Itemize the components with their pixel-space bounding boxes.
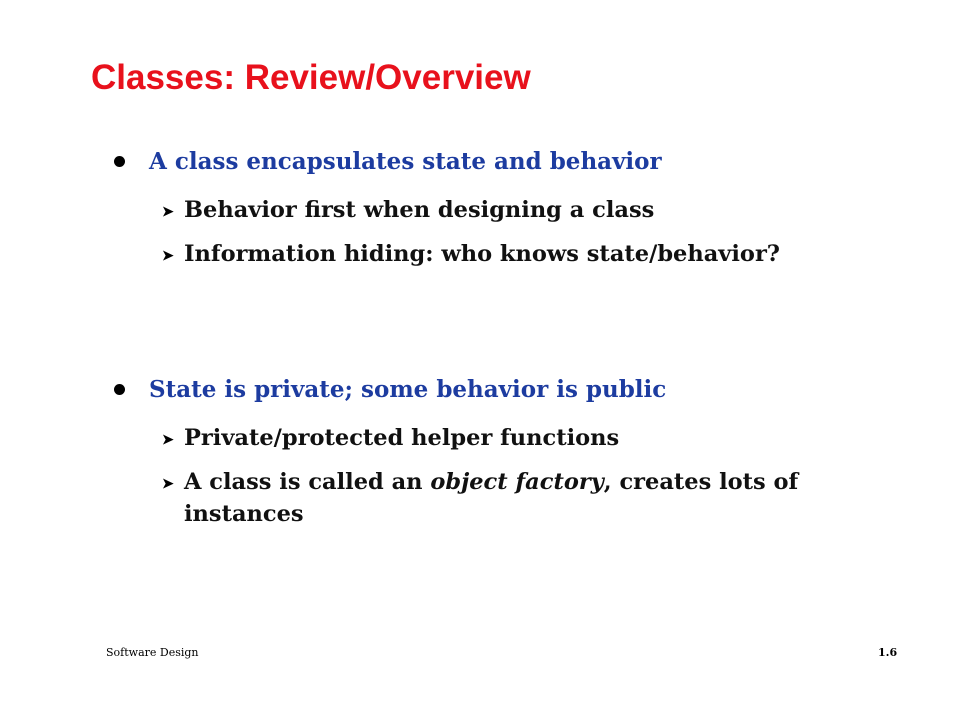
bullet-item [114,376,666,403]
sub-bullet-item [162,466,904,530]
slide-title: Classes: Review/Overview [91,58,531,97]
bullet-item [114,148,662,175]
bullet-dot-icon [114,384,125,395]
arrowhead-bullet-icon: ➤ [162,432,174,448]
arrowhead-bullet-icon: ➤ [162,248,174,264]
sub-bullet-item [162,422,904,456]
sub-bullet-text [184,466,904,530]
bullet-text: A class encapsulates state and behavior [149,148,662,175]
sub-bullet-item [162,238,904,272]
sub-bullet-text: Behavior first when designing a class [184,197,655,223]
text-after-emphasis: , creates lots of instances [184,469,799,527]
emphasis-term: object factory [430,469,604,495]
sub-bullet-text: Private/protected helper functions [184,425,620,451]
slide-number: 1.6 [878,646,898,659]
text-before-emphasis: A class is called an [184,469,431,495]
bullet-text: State is private; some behavior is public [149,376,667,403]
arrowhead-bullet-icon: ➤ [162,476,174,492]
sub-bullet-item [162,194,904,228]
bullet-dot-icon [114,156,125,167]
sub-bullet-text: Information hiding: who knows state/behavior? [184,241,780,267]
footer-course-name: Software Design [106,646,199,659]
arrowhead-bullet-icon: ➤ [162,204,174,220]
